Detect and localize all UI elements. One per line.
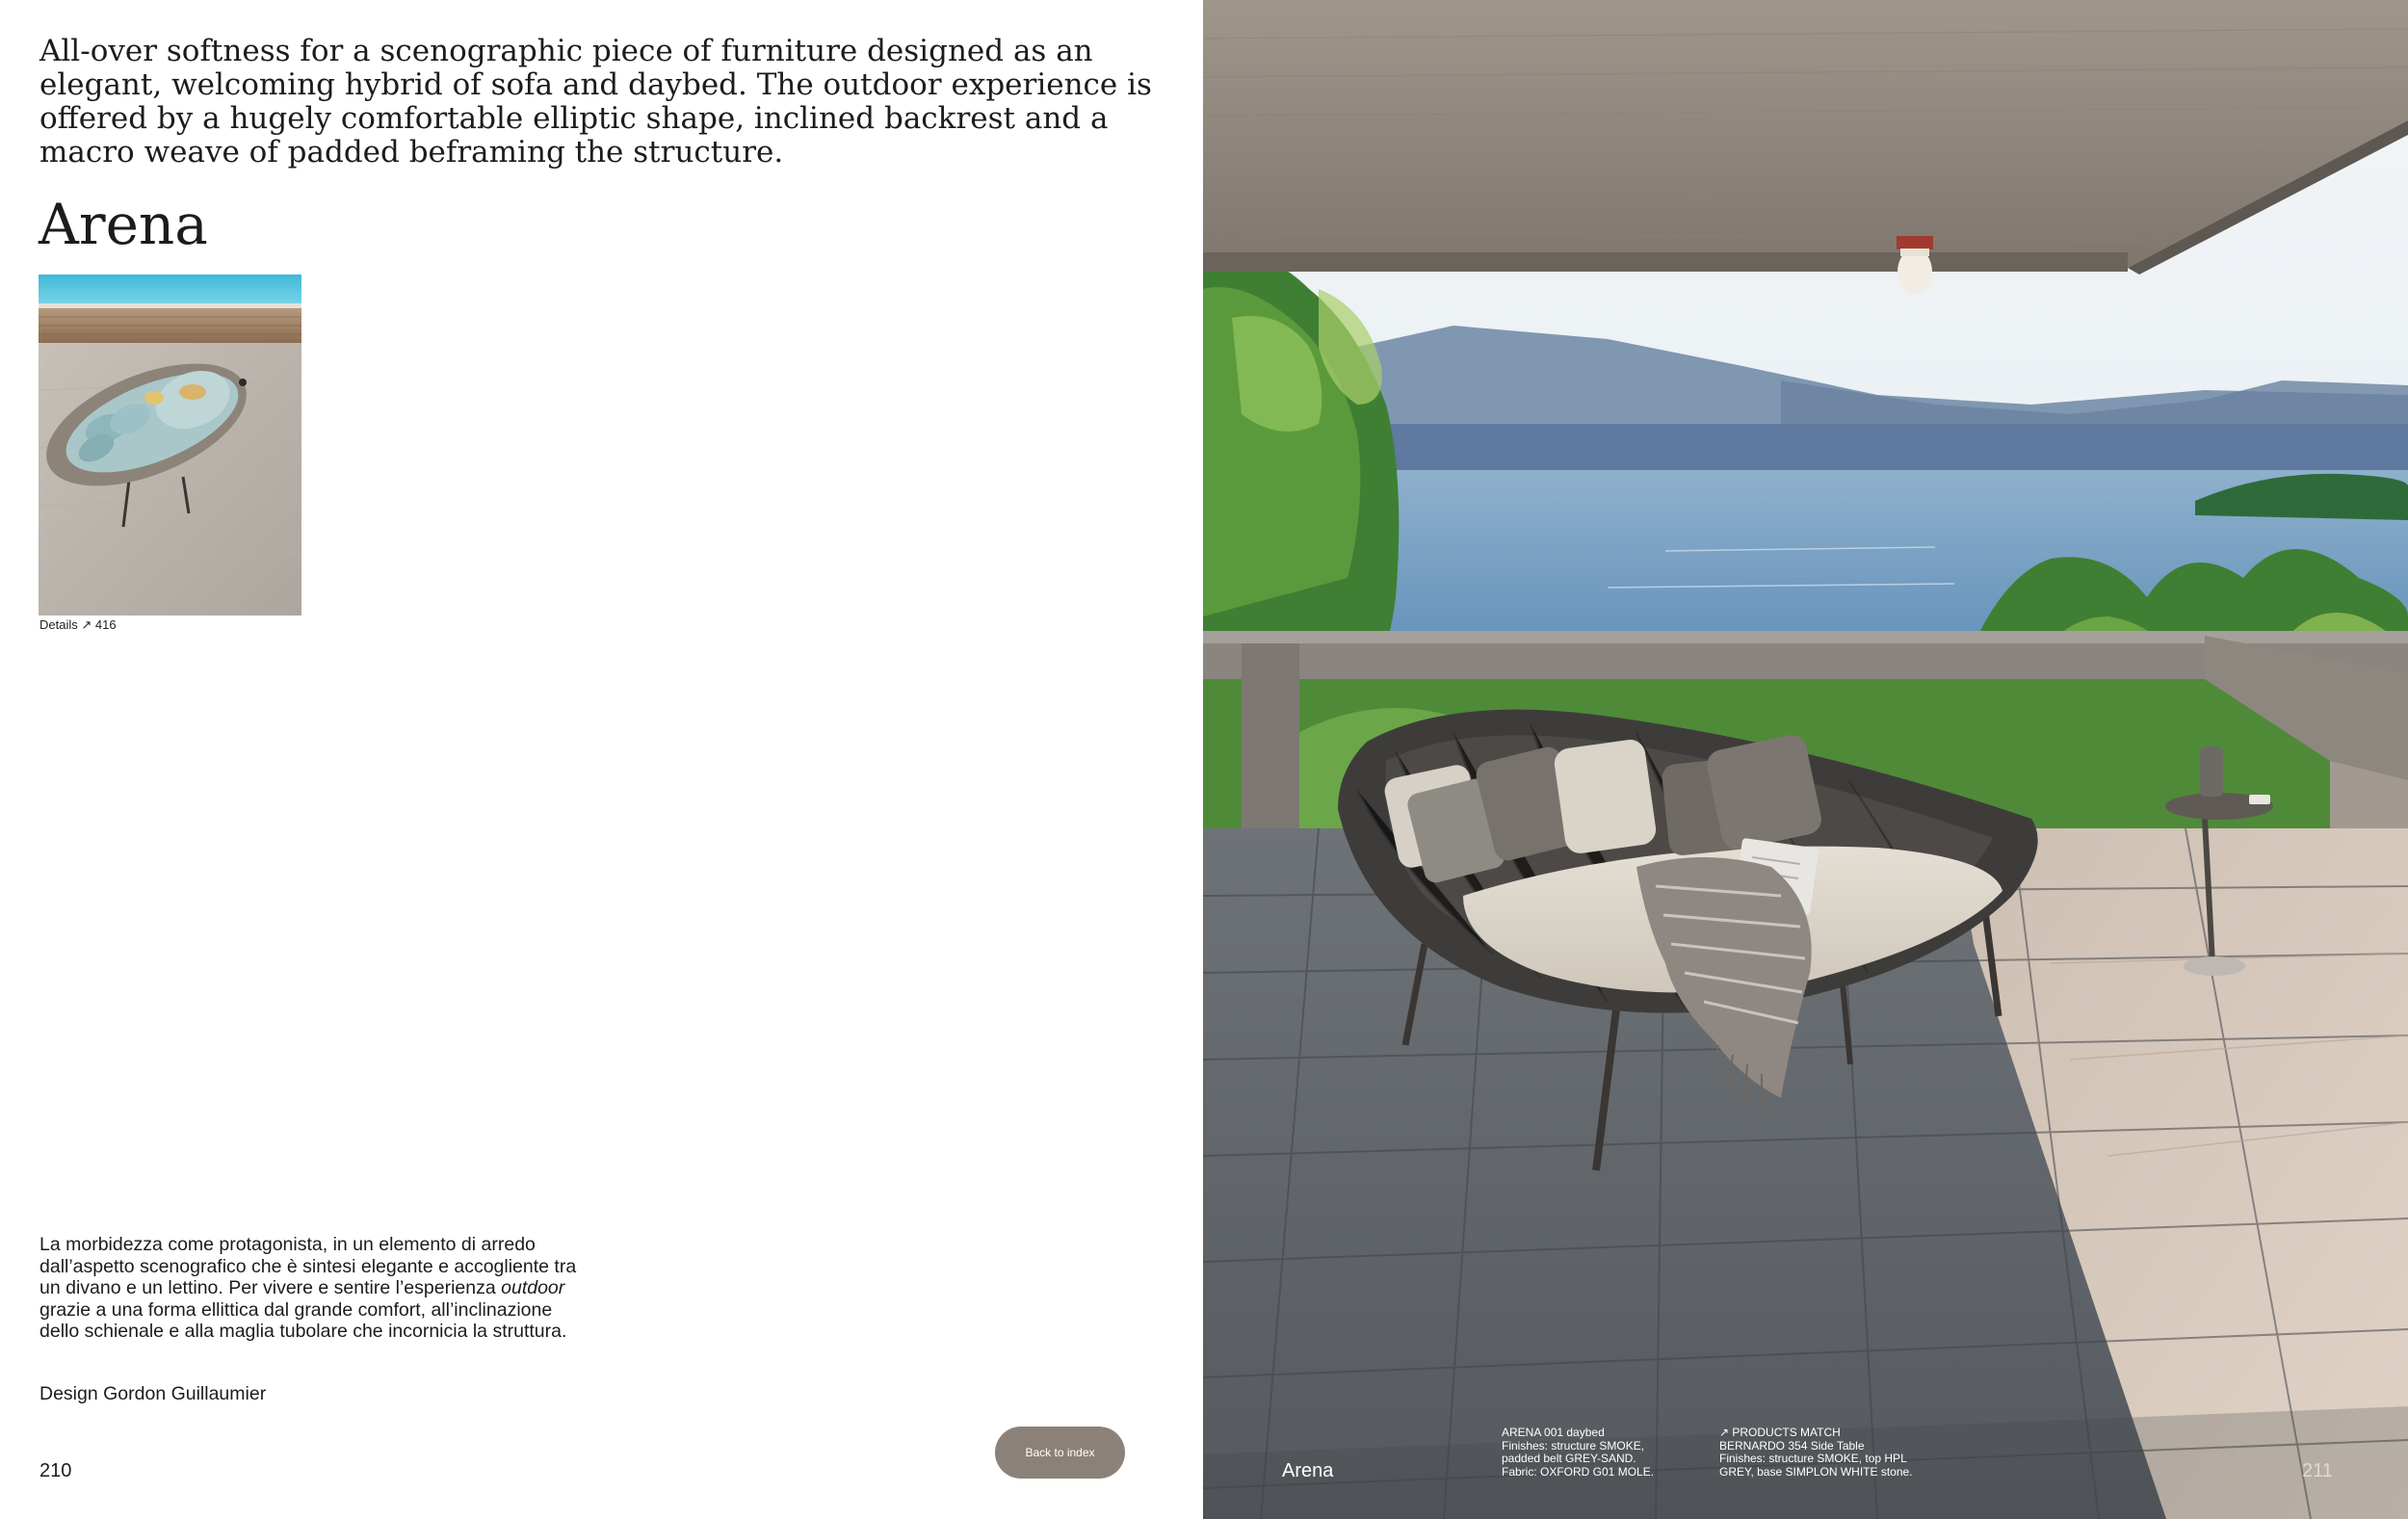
spec-line: padded belt GREY-SAND.	[1502, 1452, 1636, 1465]
match-line: BERNARDO 354 Side Table	[1719, 1438, 1865, 1453]
match-line: GREY, base SIMPLON WHITE stone.	[1719, 1464, 1913, 1479]
right-page	[1203, 0, 2408, 1519]
match-line[interactable]: ↗ PRODUCTS MATCH	[1719, 1426, 1841, 1439]
caption-product-name: Arena	[1282, 1460, 1334, 1481]
page-number-right: 211	[2302, 1460, 2333, 1481]
spec-line: Fabric: OXFORD G01 MOLE.	[1502, 1464, 1655, 1479]
product-thumbnail[interactable]	[39, 275, 301, 615]
italian-description-emphasis: outdoor	[501, 1277, 565, 1298]
products-match-spec	[1719, 1427, 1950, 1479]
details-link[interactable]: Details ↗ 416	[39, 617, 117, 632]
page-number-left: 210	[39, 1460, 72, 1481]
back-to-index-button[interactable]: Back to index	[995, 1427, 1125, 1479]
terrace-photo-image	[1203, 0, 2408, 1519]
designer-credit: Design Gordon Guillaumier	[39, 1383, 267, 1404]
italian-description-part2: grazie a una forma ellittica dal grande comfort, all’inclinazione dello schienale e alla maglia tubolare che incornicia la struttura.	[39, 1298, 567, 1342]
spec-line: ARENA 001 daybed	[1502, 1426, 1605, 1439]
product-title: Arena	[39, 192, 208, 257]
spec-line: Finishes: structure SMOKE,	[1502, 1438, 1645, 1453]
intro-text: All-over softness for a scenographic piece of furniture designed as an elegant, welcoming hybrid of sofa and daybed. The outdoor experience is offered by a hugely comfortable elliptic shape, inclined backrest and a macro weave of padded beframing the structure.	[39, 34, 1152, 170]
italian-description-part1: La morbidezza come protagonista, in un elemento di arredo dall’aspetto scenografico che è sintesi elegante e accogliente tra un divano e un lettino. Per vivere e sentire l’esperienza	[39, 1234, 577, 1298]
left-page	[0, 0, 1203, 1519]
italian-description	[39, 1234, 579, 1343]
product-spec	[1502, 1427, 1694, 1479]
match-line: Finishes: structure SMOKE, top HPL	[1719, 1452, 1907, 1465]
daybed-thumbnail-image	[39, 275, 301, 615]
